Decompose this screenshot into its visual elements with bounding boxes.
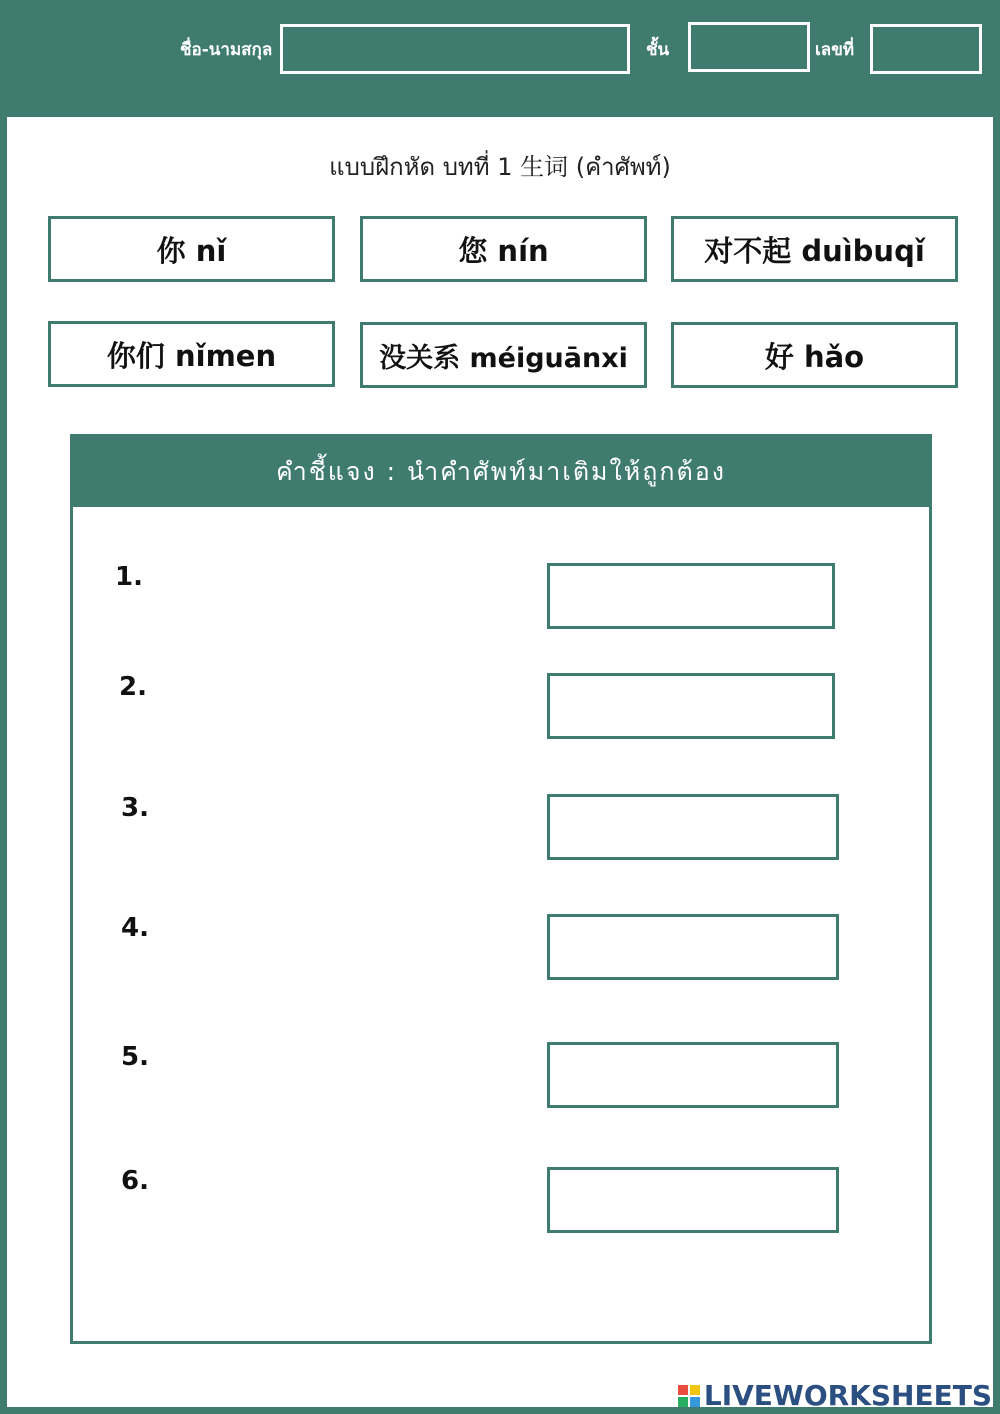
name-label: ชื่อ-นามสกุล: [180, 40, 273, 60]
question-number: 6.: [121, 1166, 149, 1196]
liveworksheets-logo-icon: [678, 1385, 700, 1407]
page-title: แบบฝึกหัด บทที่ 1 生词 (คำศัพท์): [329, 153, 671, 181]
brand-label: LIVEWORKSHEETS: [703, 1379, 992, 1412]
question-number: 5.: [121, 1042, 149, 1072]
number-input[interactable]: [870, 24, 982, 74]
question-number: 1.: [115, 562, 143, 592]
exercise-panel: [70, 434, 932, 1344]
question-number: 4.: [121, 913, 149, 943]
answer-input-2[interactable]: [547, 673, 835, 739]
class-input[interactable]: [688, 22, 810, 72]
liveworksheets-brand: [678, 1379, 992, 1412]
header-bar: [0, 0, 1000, 116]
answer-input-6[interactable]: [547, 1167, 839, 1233]
class-label: ชั้น: [646, 40, 670, 60]
vocab-card-duibuqi: 对不起 duìbuqǐ: [671, 216, 958, 282]
vocab-card-ni: 你 nǐ: [48, 216, 335, 282]
answer-input-3[interactable]: [547, 794, 839, 860]
instruction-heading: คำชี้แจง : นำคำศัพท์มาเติมให้ถูกต้อง: [73, 437, 929, 507]
number-label: เลขที่: [815, 40, 855, 60]
answer-input-4[interactable]: [547, 914, 839, 980]
vocab-card-nin: 您 nín: [360, 216, 647, 282]
question-number: 3.: [121, 793, 149, 823]
question-number: 2.: [119, 672, 147, 702]
answer-input-1[interactable]: [547, 563, 835, 629]
answer-input-5[interactable]: [547, 1042, 839, 1108]
vocab-card-nimen: 你们 nǐmen: [48, 321, 335, 387]
vocab-card-hao: 好 hǎo: [671, 322, 958, 388]
vocab-card-meiguanxi: 没关系 méiguānxi: [360, 322, 647, 388]
name-input[interactable]: [280, 24, 630, 74]
worksheet: [7, 117, 993, 1407]
